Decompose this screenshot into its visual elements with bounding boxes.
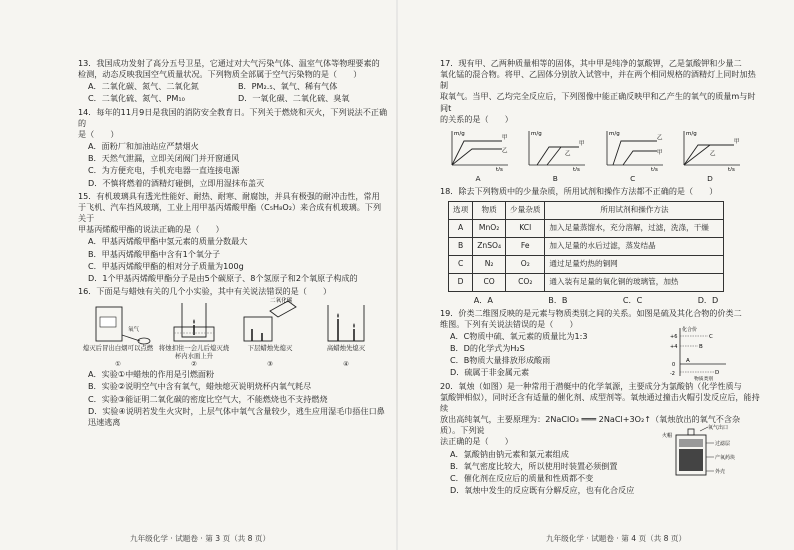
q18-header-row — [449, 201, 724, 219]
q16-option-a: A．实验①中蜡烛的作用是引燃面粉 — [88, 369, 215, 380]
table-row — [449, 273, 724, 291]
q17-b-ylabel: m/g — [531, 130, 543, 137]
q16-label-4 — [310, 345, 382, 360]
q20-label-filter: 过滤层 — [715, 440, 731, 447]
q17-graph-a — [444, 127, 512, 184]
q17-graph-c-svg — [599, 127, 667, 171]
q20-label-outlet: 氧气出口 — [708, 424, 729, 431]
q18-table — [448, 201, 724, 292]
question-15 — [78, 191, 388, 284]
q14-option-c: C．为方便充电，手机充电器一直连接电源 — [88, 165, 240, 176]
q17-d-yi: 乙 — [709, 150, 716, 157]
q17-stem-2: 氧化锰的混合物。将甲、乙固体分别放入试管中，并在两个相同规格的酒精灯上同时加热制 — [440, 69, 756, 91]
q16-figure-numbers — [82, 361, 382, 369]
q17-graph-d — [676, 127, 744, 184]
q14-option-b: B．天然气泄漏，立即关闭阀门并开窗通风 — [88, 153, 240, 164]
q16-num-3: ③ — [267, 359, 273, 368]
q18-header-option: 选项 — [449, 201, 473, 219]
q16-num-4: ④ — [343, 359, 349, 368]
q13-options-row2 — [78, 93, 388, 104]
q19-option-b: B．D的化学式为H₂S — [450, 343, 525, 354]
q18-cell: B — [449, 237, 473, 255]
question-17 — [440, 58, 760, 184]
q20-stem-3: 放出高纯氧气，主要原理为：2NaClO₃ ═══ 2NaCl+3O₂↑（氧烛放出的氧气不含杂质）。下列说 — [440, 414, 741, 436]
q18-header-method: 所用试剂和操作方法 — [545, 201, 724, 219]
q16-label-4-text: 高蜡烛先熄灭 — [326, 344, 366, 353]
q17-d-jia: 甲 — [733, 138, 740, 145]
q13-option-d: D．一氧化碳、二氧化硫、臭氧 — [238, 93, 350, 104]
q19-tick-1: +6 — [670, 333, 678, 340]
q19-valence-diagram — [668, 324, 730, 382]
q19-point-d: D — [715, 369, 720, 376]
q16-label-2 — [158, 345, 230, 360]
q17-c-ylabel: m/g — [608, 130, 620, 137]
q20-stem-2: 氯酸钾相似），同时还含有适量的催化剂、成型剂等。氧烛通过撞击火帽引发反应后，能持续 — [440, 391, 760, 413]
q16-label-1-text: 熄灭后冒出白烟可以点燃 — [82, 344, 154, 353]
q17-graph-b — [521, 127, 589, 184]
q16-label-2-text: 将烛扣住一会儿后熄灭烧杯内水面上升 — [158, 344, 230, 360]
q18-option-b: B．B — [548, 294, 568, 305]
left-page — [78, 56, 388, 429]
q17-d-xlabel: t/s — [727, 166, 735, 171]
q13-option-a: A．二氧化碳、氮气、二氧化氮 — [88, 81, 199, 92]
left-footer: 九年级化学 · 试题卷 · 第 3 页（共 8 页） — [130, 534, 271, 543]
q13-stem-1: 13．我国成功发射了高分五号卫星，它通过对大气污染气体、温室气体等物理要素的 — [78, 58, 380, 68]
q18-header-impurity: 少量杂质 — [506, 201, 545, 219]
q16-label-1 — [82, 345, 154, 360]
q19-stem-1: 19．价类二维图反映的是元素与物质类别之间的关系。如图是硫及其化合物的价类二 — [440, 307, 742, 318]
q17-stem-3: 取氧气。当甲、乙均完全反应后，下列图像中能正确反映甲和乙产生的氧气的质量m与时间t — [440, 91, 756, 113]
page-fold — [396, 0, 398, 550]
q18-option-d: D．D — [697, 294, 719, 305]
question-18 — [440, 186, 760, 305]
q18-stem: 18．除去下列物质中的少量杂质，所用试剂和操作方法都不正确的是（ ） — [440, 186, 718, 197]
question-14 — [78, 107, 388, 189]
right-page — [440, 56, 760, 497]
q16-option-d: D．实验④说明若发生火灾时，上层气体中氧气含量较少，逃生应用湿毛巾捂住口鼻迅速逃离 — [88, 405, 385, 427]
q15-stem-2: 于飞机、汽车挡风玻璃，工业上用甲基丙烯酸甲酯（C₅H₈O₂）来合成有机玻璃。下列关于 — [78, 201, 382, 224]
q18-option-c: C．C — [622, 294, 643, 305]
q15-option-a: A．甲基丙烯酸甲酯中氢元素的质量分数最大 — [88, 236, 248, 247]
q16-fig3-co2: 二氧化碳 — [270, 298, 293, 305]
q20-option-a: A．氯酸钠由钠元素和氯元素组成 — [450, 448, 569, 459]
q17-c-yi: 乙 — [656, 134, 663, 141]
q16-option-c: C．实验③能证明二氧化碳的密度比空气大，不能燃烧也不支持燃烧 — [88, 393, 328, 404]
q17-b-jia: 甲 — [579, 140, 585, 147]
q14-option-d: D．不慎将燃着的酒精灯碰倒，立即用湿抹布盖灭 — [88, 177, 265, 188]
q13-stem-2: 检测，动态反映我国空气质量状况。下列物质全部属于空气污染物的是（ ） — [78, 69, 362, 80]
q20-option-b: B．氧气密度比较大，所以使用时装置必须倒置 — [450, 460, 618, 471]
q14-option-a: A．面粉厂和加油站应严禁烟火 — [88, 141, 199, 152]
q18-cell: 加入足量蒸馏水，充分溶解，过滤，洗涤，干燥 — [545, 219, 724, 237]
q18-cell: Fe — [506, 237, 545, 255]
q20-label-chem: 产氧药块 — [715, 454, 736, 461]
q16-fig1-air: 氧气 — [128, 327, 140, 334]
q14-stem-2: 是（ ） — [78, 128, 119, 139]
q19-axis-label: 化合价 — [682, 326, 698, 333]
q17-a-jia: 甲 — [502, 134, 508, 141]
q19-point-a: A — [686, 357, 690, 364]
q17-b-yi: 乙 — [565, 150, 571, 157]
q16-num-1: ① — [115, 359, 121, 368]
q16-label-3 — [234, 345, 306, 360]
q16-stem: 16．下面是与蜡烛有关的几个小实验，其中有关说法错误的是（ ） — [78, 285, 332, 296]
q20-label-shell: 外壳 — [715, 468, 726, 475]
q18-cell: A — [449, 219, 473, 237]
q18-cell: ZnSO₄ — [473, 237, 506, 255]
q17-stem-1: 17．现有甲、乙两种质量相等的固体，其中甲是纯净的氯酸钾，乙是氯酸钾和少量二 — [440, 58, 742, 68]
q17-graph-c — [599, 127, 667, 184]
question-20 — [440, 381, 760, 497]
q19-option-a: A．C物质中硫、氧元素的质量比为1:3 — [450, 331, 588, 341]
q17-stem-4: 的关系的是（ ） — [440, 113, 513, 124]
q19-tick-2: +4 — [670, 343, 678, 350]
q17-d-ylabel: m/g — [685, 130, 697, 137]
q16-figure-2 — [158, 297, 230, 345]
q17-c-xlabel: t/s — [650, 166, 658, 171]
table-row — [449, 219, 724, 237]
table-row — [449, 237, 724, 255]
q18-cell: CO₂ — [506, 273, 545, 291]
q18-options — [440, 295, 746, 306]
q20-option-d: D．氧烛中发生的反应既有分解反应，也有化合反应 — [450, 485, 635, 496]
q18-header-substance: 物质 — [473, 201, 506, 219]
q19-point-c: C — [709, 333, 713, 340]
q13-option-b: B．PM₂.₅、氧气、稀有气体 — [238, 81, 338, 92]
q19-x-label: 物质类别 — [694, 376, 714, 382]
q20-option-c: C．催化剂在反应后的质量和性质都不变 — [450, 472, 594, 483]
q16-figure-labels — [82, 345, 382, 360]
right-footer: 九年级化学 · 试题卷 · 第 4 页（共 8 页） — [546, 534, 687, 543]
q13-option-c: C．二氧化硫、氮气、PM₁₀ — [88, 93, 185, 104]
q17-graph-a-svg — [444, 127, 512, 171]
q15-option-b: B．甲基丙烯酸甲酯中含有1个氧分子 — [88, 248, 221, 259]
q18-cell: KCl — [506, 219, 545, 237]
q18-cell: D — [449, 273, 473, 291]
q16-figure-3 — [234, 297, 306, 345]
q19-stem-2: 维图。下列有关说法错误的是（ ） — [440, 318, 578, 329]
q17-graph-d-svg — [676, 127, 744, 171]
q17-graph-a-letter: A — [475, 174, 481, 184]
q17-graph-b-svg — [521, 127, 589, 171]
q17-graph-b-letter: B — [552, 174, 558, 184]
q18-cell: 通入装有足量的氧化铜的玻璃管，加热 — [545, 273, 724, 291]
q17-graphs — [444, 127, 744, 184]
q15-option-d: D．1个甲基丙烯酸甲酯分子是由5个碳原子、8个氢原子和2个氧原子构成的 — [88, 272, 358, 283]
q16-num-2: ② — [191, 359, 197, 368]
q18-cell: 加入足量的水后过滤，蒸发结晶 — [545, 237, 724, 255]
table-row — [449, 255, 724, 273]
q17-graph-c-letter: C — [630, 174, 636, 184]
q17-a-yi: 乙 — [502, 147, 508, 154]
q20-stem-4: 法正确的是（ ） — [440, 436, 513, 447]
q19-option-c: C．B物质大量排放形成酸雨 — [450, 355, 551, 366]
q15-option-c: C．甲基丙烯酸甲酯的相对分子质量为100g — [88, 260, 244, 271]
q20-oxygen-candle-diagram — [662, 423, 752, 479]
q16-label-3-text: 下层蜡烛先熄灭 — [247, 344, 293, 353]
q17-a-xlabel: t/s — [496, 166, 503, 171]
q18-cell: O₂ — [506, 255, 545, 273]
q16-figure-4 — [310, 297, 382, 345]
q17-graph-d-letter: D — [707, 174, 713, 184]
q19-tick-4: -2 — [670, 370, 675, 377]
q18-cell: CO — [473, 273, 506, 291]
q17-a-ylabel: m/g — [454, 130, 465, 137]
q16-option-b: B．实验②说明空气中含有氧气，蜡烛熄灭说明烧杯内氧气耗尽 — [88, 381, 312, 392]
question-16 — [78, 286, 388, 428]
q19-option-d: D．硫属于非金属元素 — [450, 367, 530, 378]
q14-stem-1: 14．每年的11月9日是我国的消防安全教育日。下列关于燃烧和灭火，下列说法不正确的 — [78, 106, 388, 128]
q16-figure-1 — [82, 297, 154, 345]
q15-stem-3: 甲基丙烯酸甲酯的说法正确的是（ ） — [78, 224, 224, 235]
q18-option-a: A．A — [473, 294, 493, 305]
q16-figures — [82, 297, 382, 345]
q15-stem-1: 15．有机玻璃具有透光性能好、耐热、耐寒、耐腐蚀，并具有极强的耐冲击性，常用 — [78, 190, 380, 201]
question-19 — [440, 307, 760, 382]
q20-stem-1: 20．氧烛（如图）是一种常用于潜艇中的化学氧源，主要成分为氯酸钠（化学性质与 — [440, 380, 742, 391]
q17-b-xlabel: t/s — [573, 166, 581, 171]
q17-c-jia: 甲 — [656, 149, 663, 156]
q18-cell: C — [449, 255, 473, 273]
q19-tick-3: 0 — [672, 361, 676, 368]
q18-cell: MnO₂ — [473, 219, 506, 237]
q20-label-cap: 火帽 — [662, 432, 673, 439]
q18-cell: N₂ — [473, 255, 506, 273]
q13-options-row1 — [78, 81, 388, 92]
question-13 — [78, 58, 388, 105]
q18-cell: 通过足量灼热的铜网 — [545, 255, 724, 273]
q19-point-b: B — [699, 343, 703, 350]
